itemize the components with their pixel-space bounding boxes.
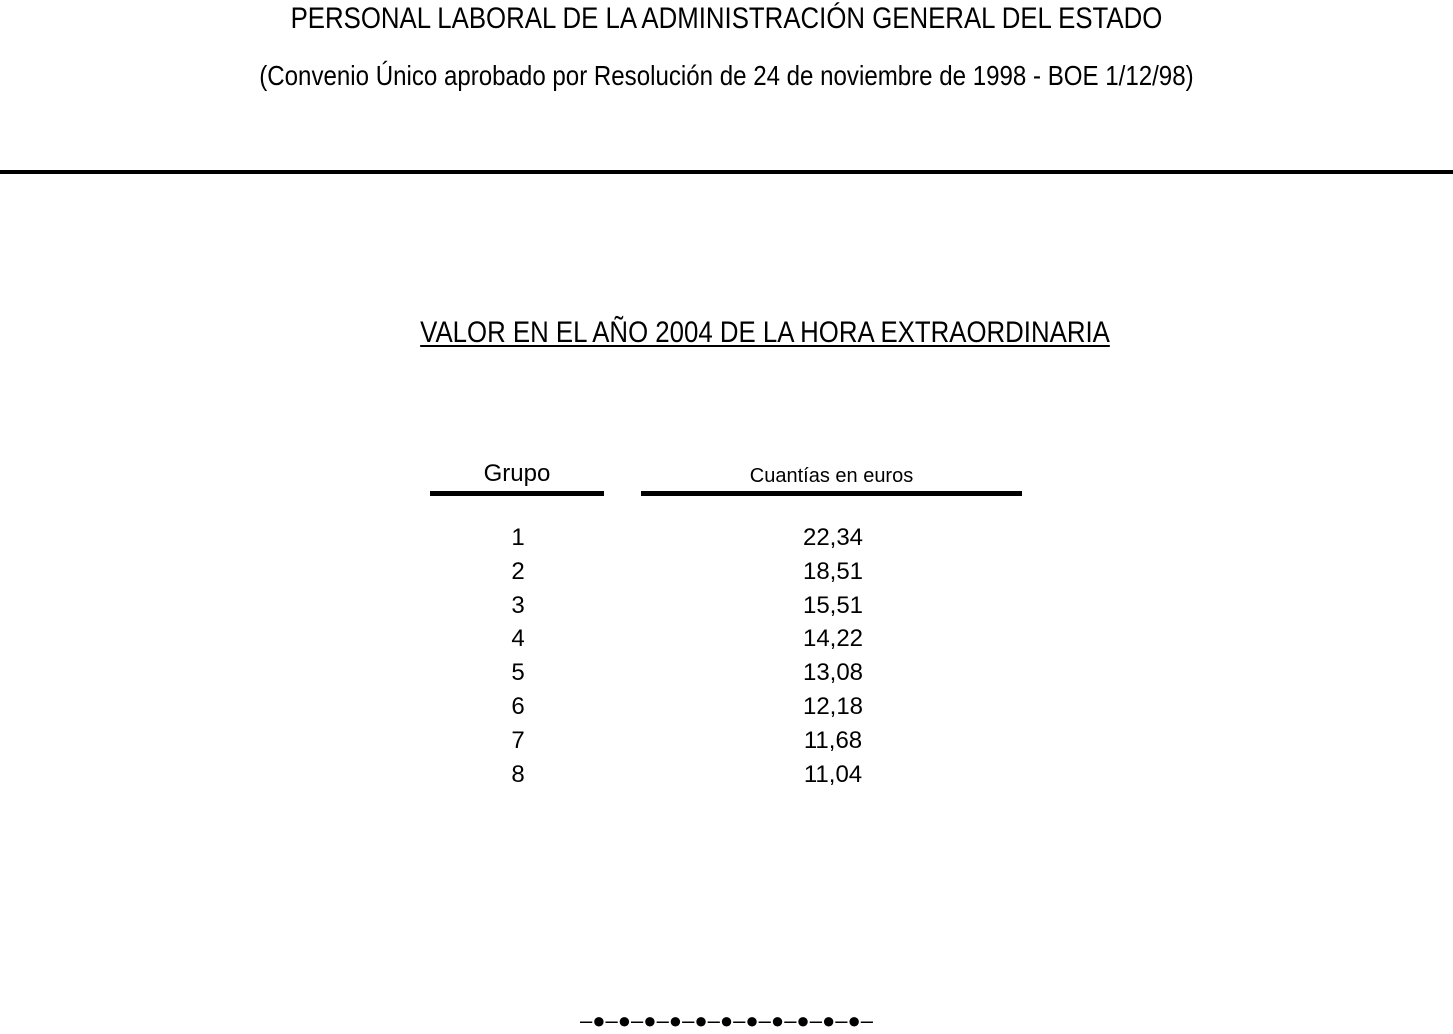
column-rule-cuantias bbox=[641, 491, 1022, 496]
column-header-cuantias: Cuantías en euros bbox=[749, 465, 914, 487]
header-divider bbox=[0, 170, 1453, 174]
table-row bbox=[0, 521, 1453, 555]
cell-valor: 14,22 bbox=[802, 625, 864, 653]
table-row bbox=[0, 589, 1453, 623]
cell-valor: 22,34 bbox=[802, 524, 864, 551]
table-row bbox=[0, 758, 1453, 792]
table-row bbox=[0, 656, 1453, 690]
table-row bbox=[0, 690, 1453, 724]
table-row bbox=[0, 555, 1453, 589]
column-header-grupo: Grupo bbox=[483, 460, 551, 487]
cell-grupo: 5 bbox=[511, 659, 525, 687]
cell-grupo: 2 bbox=[511, 557, 525, 585]
cell-valor: 15,51 bbox=[802, 591, 864, 619]
cell-valor: 11,04 bbox=[803, 760, 863, 788]
section-title: VALOR EN EL AÑO 2004 DE LA HORA EXTRAORDINARIA bbox=[420, 316, 1110, 349]
cell-grupo: 6 bbox=[511, 692, 525, 720]
table-body bbox=[0, 521, 1453, 791]
cell-grupo: 7 bbox=[511, 726, 525, 754]
cell-valor: 11,68 bbox=[803, 726, 863, 754]
cell-grupo: 8 bbox=[511, 760, 525, 788]
document-subtitle: (Convenio Único aprobado por Resolución de 24 de noviembre de 1998 - BOE 1/12/98) bbox=[259, 60, 1194, 91]
document-title: PERSONAL LABORAL DE LA ADMINISTRACIÓN GENERAL DEL ESTADO bbox=[290, 2, 1163, 35]
cell-grupo: 3 bbox=[511, 591, 525, 619]
cell-valor: 13,08 bbox=[802, 659, 864, 687]
table-row bbox=[0, 724, 1453, 758]
table-row bbox=[0, 622, 1453, 656]
cell-valor: 12,18 bbox=[802, 692, 864, 720]
footer-ornament: –●–●–●–●–●–●–●–●–●–●–●– bbox=[580, 1008, 873, 1033]
column-rule-grupo bbox=[430, 491, 604, 496]
cell-grupo: 4 bbox=[511, 625, 525, 653]
cell-valor: 18,51 bbox=[802, 557, 864, 585]
cell-grupo: 1 bbox=[511, 524, 525, 551]
